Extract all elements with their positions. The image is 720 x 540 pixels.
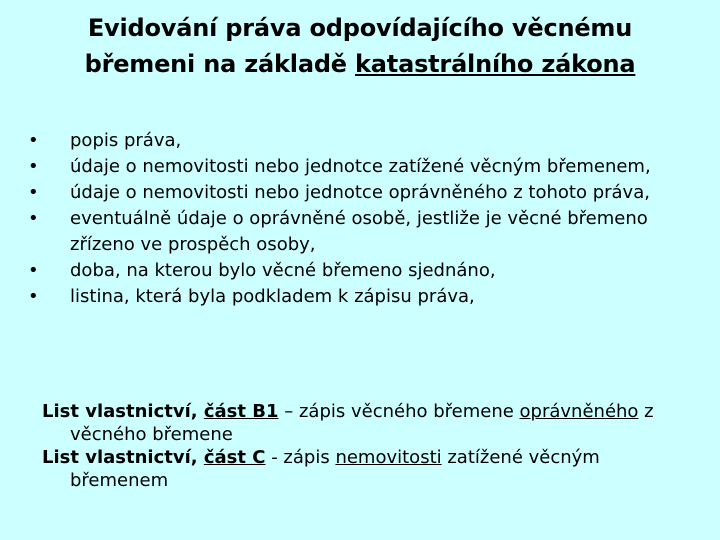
note-text: - zápis	[265, 447, 336, 468]
title-underlined-text: katastrálního zákona	[355, 50, 636, 78]
note-lv-label: List vlastnictví,	[42, 447, 204, 468]
bullet-icon: •	[28, 286, 39, 307]
note-text: – zápis věcného břemene	[278, 401, 520, 422]
title-line-2-text: břemeni na základě	[84, 50, 356, 78]
note-part-c	[42, 446, 682, 492]
title-line-2	[40, 46, 680, 82]
list-item	[28, 128, 668, 154]
slide-title	[40, 10, 680, 82]
list-item	[28, 180, 668, 206]
bullet-icon: •	[28, 260, 39, 281]
list-item-text: údaje o nemovitosti nebo jednotce oprávněného z tohoto práva,	[70, 182, 650, 203]
bullet-icon: •	[28, 156, 39, 177]
notes-section	[42, 400, 682, 492]
list-item	[28, 206, 668, 258]
title-line-1: Evidování práva odpovídajícího věcnému	[87, 14, 633, 42]
list-item-text: listina, která byla podkladem k zápisu práva,	[70, 286, 475, 307]
note-text: z věcného břemene	[70, 401, 654, 445]
list-item-text: eventuálně údaje o oprávněné osobě, jestliže je věcné břemeno zřízeno ve prospěch osoby,	[70, 208, 648, 255]
bullet-icon: •	[28, 182, 39, 203]
note-part-label: část C	[203, 447, 266, 468]
list-item-text: popis práva,	[70, 130, 182, 151]
note-part-label: část B1	[203, 401, 279, 422]
note-part-b1	[42, 400, 682, 446]
bullet-list	[28, 128, 668, 310]
list-item-text: údaje o nemovitosti nebo jednotce zatížené věcným břemenem,	[70, 156, 651, 177]
note-key-term: oprávněného	[519, 401, 639, 422]
note-lv-label: List vlastnictví,	[42, 401, 204, 422]
list-item-text: doba, na kterou bylo věcné břemeno sjednáno,	[70, 260, 496, 281]
bullet-icon: •	[28, 208, 39, 229]
list-item	[28, 284, 668, 310]
bullet-icon: •	[28, 130, 39, 151]
note-key-term: nemovitosti	[335, 447, 442, 468]
note-text: zatížené věcným břemenem	[70, 447, 600, 491]
list-item	[28, 258, 668, 284]
list-item	[28, 154, 668, 180]
